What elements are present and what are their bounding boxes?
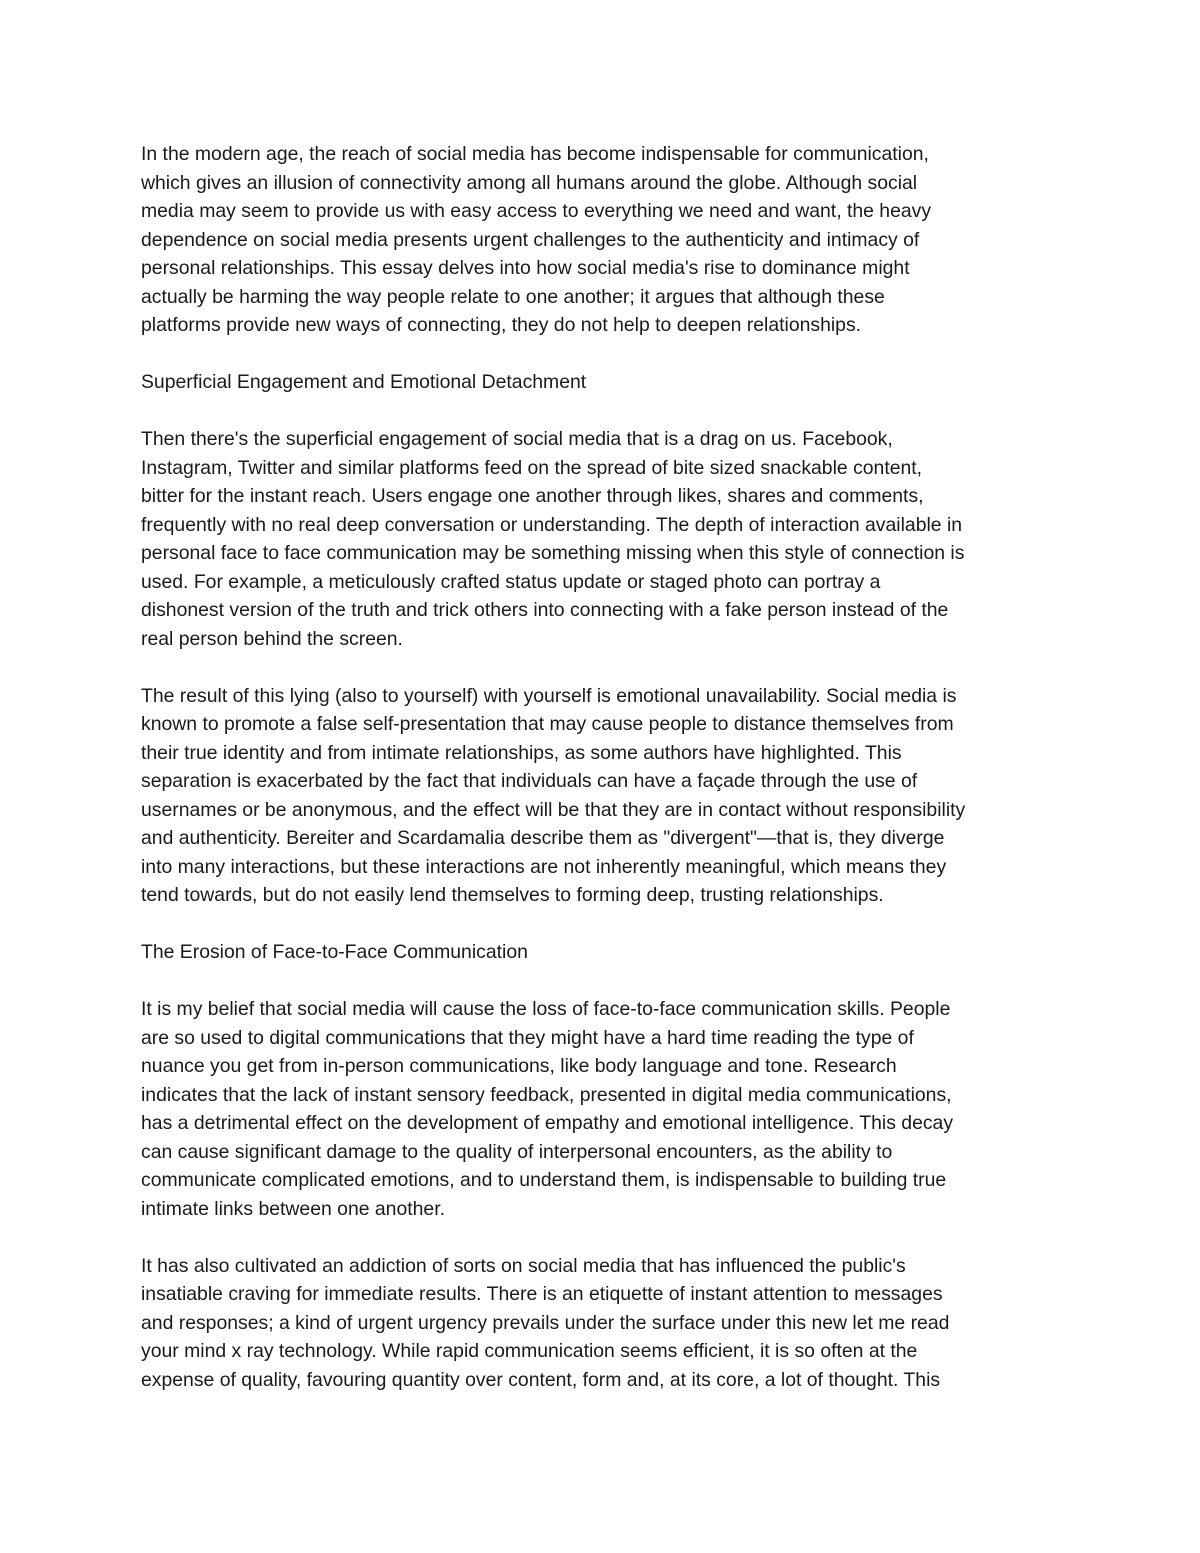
superficial-engagement-paragraph <box>141 425 1071 653</box>
text-line: expense of quality, favouring quantity over content, form and, at its core, a lot of thought. This <box>141 1368 941 1391</box>
text-line: and responses; a kind of urgent urgency prevails under the surface under this new let me read <box>141 1311 950 1334</box>
text-line: platforms provide new ways of connecting, they do not help to deepen relationships. <box>141 314 862 336</box>
text-line: actually be harming the way people relate to one another; it argues that although these <box>141 285 885 308</box>
text-line: nuance you get from in-person communications, like body language and tone. Research <box>141 1055 897 1077</box>
document-body <box>141 140 1071 1423</box>
section-heading-erosion-face-to-face: The Erosion of Face-to-Face Communication <box>141 941 528 963</box>
text-line: dependence on social media presents urgent challenges to the authenticity and intimacy of <box>141 228 920 251</box>
text-line: bitter for the instant reach. Users engage one another through likes, shares and comments, <box>141 485 924 507</box>
text-line: their true identity and from intimate relationships, as some authors have highlighted. This <box>141 741 902 764</box>
text-line: usernames or be anonymous, and the effect will be that they are in contact without responsibility <box>141 798 966 821</box>
text-line: real person behind the screen. <box>141 627 403 650</box>
text-line: dishonest version of the truth and trick others into connecting with a fake person instead of the <box>141 599 949 621</box>
text-line: has a detrimental effect on the development of empathy and emotional intelligence. This decay <box>141 1112 954 1134</box>
face-to-face-skills-paragraph <box>141 995 1071 1223</box>
text-line: Instagram, Twitter and similar platforms feed on the spread of bite sized snackable content, <box>141 456 923 479</box>
section-heading-superficial-engagement: Superficial Engagement and Emotional Detachment <box>141 371 587 393</box>
text-line: intimate links between one another. <box>141 1197 445 1220</box>
text-line: Then there's the superficial engagement of social media that is a drag on us. Facebook, <box>141 428 893 450</box>
text-line: communicate complicated emotions, and to understand them, is indispensable to building true <box>141 1169 947 1191</box>
intro-paragraph <box>141 140 1071 340</box>
text-line: tend towards, but do not easily lend themselves to forming deep, trusting relationships. <box>141 884 884 906</box>
text-line: insatiable craving for immediate results. There is an etiquette of instant attention to messages <box>141 1283 943 1305</box>
text-line: It is my belief that social media will cause the loss of face-to-face communication skills. People <box>141 998 951 1020</box>
text-line: It has also cultivated an addiction of sorts on social media that has influenced the public's <box>141 1254 906 1277</box>
instant-gratification-paragraph <box>141 1252 1071 1395</box>
text-line: separation is exacerbated by the fact that individuals can have a façade through the use of <box>141 770 918 792</box>
text-line: frequently with no real deep conversation or understanding. The depth of interaction available in <box>141 513 963 536</box>
text-line: personal face to face communication may be something missing when this style of connection is <box>141 542 965 564</box>
text-line: known to promote a false self-presentation that may cause people to distance themselves from <box>141 713 954 735</box>
text-line: can cause significant damage to the quality of interpersonal encounters, as the ability to <box>141 1140 893 1163</box>
text-line: are so used to digital communications that they might have a hard time reading the type of <box>141 1026 914 1049</box>
text-line: The result of this lying (also to yourself) with yourself is emotional unavailability. Social media is <box>141 684 957 707</box>
text-line: which gives an illusion of connectivity among all humans around the globe. Although social <box>141 171 918 194</box>
emotional-unavailability-paragraph <box>141 682 1071 910</box>
text-line: used. For example, a meticulously crafted status update or staged photo can portray a <box>141 570 881 593</box>
text-line: In the modern age, the reach of social media has become indispensable for communication, <box>141 143 929 165</box>
text-line: media may seem to provide us with easy access to everything we need and want, the heavy <box>141 200 932 222</box>
text-line: into many interactions, but these interactions are not inherently meaningful, which means they <box>141 855 947 878</box>
text-line: your mind x ray technology. While rapid communication seems efficient, it is so often at the <box>141 1340 918 1362</box>
text-line: and authenticity. Bereiter and Scardamalia describe them as "divergent"—that is, they diverge <box>141 827 945 849</box>
text-line: indicates that the lack of instant sensory feedback, presented in digital media communications, <box>141 1083 952 1106</box>
text-line: personal relationships. This essay delves into how social media's rise to dominance might <box>141 257 910 279</box>
